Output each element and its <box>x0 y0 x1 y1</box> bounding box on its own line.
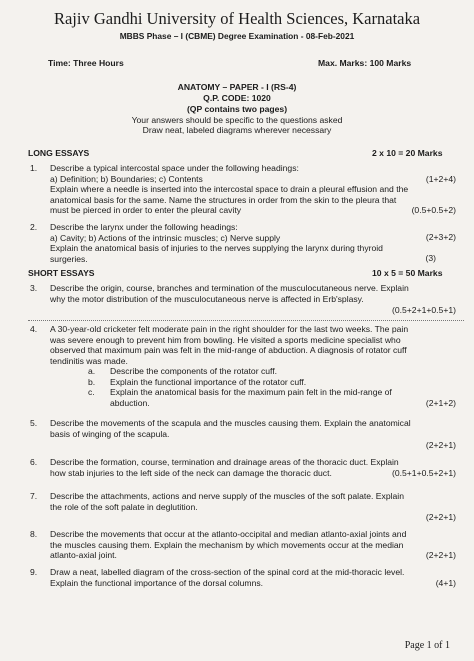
sub-question-label: c. <box>88 387 95 397</box>
paper-title: ANATOMY – PAPER - I (RS-4) <box>177 82 297 92</box>
time-label: Time: Three Hours <box>48 58 124 68</box>
question-line: was severe enough to prevent him from bowling. He visited a sports medicine specialist who <box>50 334 401 345</box>
question-text <box>50 283 409 304</box>
question-line: A 30-year-old cricketer felt moderate pain in the right shoulder for the last two weeks. The pain <box>50 324 409 334</box>
question-number: 3. <box>30 283 38 293</box>
question-marks: (0.5+0.5+2) <box>411 205 456 215</box>
question-line: Describe the movements that occur at the atlanto-occipital and median atlanto-axial joints and <box>50 529 407 539</box>
sub-question-label: a. <box>88 366 96 376</box>
question-line: the muscles causing them. Explain the mechanism by which movements occur at the median <box>50 539 404 550</box>
question-line: surgeries. <box>50 253 88 264</box>
question-line: atlanto-axial joint. <box>50 550 117 560</box>
question-marks: (4+1) <box>435 578 456 588</box>
question-number: 6. <box>30 457 38 467</box>
question-text <box>50 418 411 439</box>
question-number: 5. <box>30 418 38 428</box>
question-line: Describe the formation, course, termination and drainage areas of the thoracic duct. Explain <box>50 457 399 467</box>
long-essays-heading: LONG ESSAYS <box>28 148 90 158</box>
exam-line: MBBS Phase – I (CBME) Degree Examination - 08-Feb-2021 <box>119 31 355 41</box>
question-marks: (3) <box>425 253 436 263</box>
question-line: how stab injuries to the left side of the neck can damage the thoracic duct. <box>50 467 332 478</box>
question-marks: (2+2+1) <box>425 512 456 522</box>
question-line: tendinitis was made. <box>50 355 128 366</box>
question-line: Describe a typical intercostal space under the following headings: <box>50 163 299 173</box>
sub-question-text: abduction. <box>110 397 150 408</box>
question-line: anatomical basis for the same. Name the structures in order from the skin to the pleura that <box>50 194 397 205</box>
sub-question-text: Explain the functional importance of the rotator cuff. <box>110 376 307 387</box>
sub-question-labels <box>88 366 95 398</box>
question-line: Describe the larynx under the following headings: <box>50 222 238 232</box>
short-essays-marks: 10 x 5 = 50 Marks <box>372 268 443 278</box>
question-line: a) Cavity; b) Actions of the intrinsic muscles; c) Nerve supply <box>50 232 281 243</box>
question-number: 2. <box>30 222 38 232</box>
question-line: Draw a neat, labelled diagram of the cross-section of the spinal cord at the mid-thoracic level. <box>50 567 405 577</box>
question-line: Explain the functional importance of the dorsal columns. <box>50 577 264 588</box>
question-line: the role of the soft palate in deglutition. <box>50 501 198 512</box>
question-number: 8. <box>30 529 38 539</box>
question-text <box>50 324 408 366</box>
question-line: why the motor distribution of the musculocutaneous nerve is affected in Erb'splasy. <box>50 293 364 304</box>
question-line: a) Definition; b) Boundaries; c) Contents <box>50 173 203 184</box>
question-number: 7. <box>30 491 38 501</box>
question-line: observed that maximum pain was felt in the mid-range of abduction. A diagnosis of rotator cuff <box>50 345 407 355</box>
qp-code: Q.P. CODE: 1020 <box>203 93 271 103</box>
question-marks: (2+1+2) <box>425 398 456 408</box>
question-line: must be pierced in order to enter the pleural cavity <box>50 205 242 215</box>
question-text <box>50 491 404 512</box>
question-marks: (2+2+1) <box>425 550 456 560</box>
question-marks: (2+3+2) <box>425 232 456 242</box>
instruction-1: Your answers should be specific to the questions asked <box>131 115 343 125</box>
question-line: Describe the origin, course, branches and termination of the musculocutaneous nerve. Explain <box>50 283 409 293</box>
question-marks: (1+2+4) <box>425 174 456 184</box>
sub-question-text: Explain the anatomical basis for the maximum pain felt in the mid-range of <box>110 387 392 397</box>
sub-question-text: Describe the components of the rotator cuff. <box>110 366 278 376</box>
question-line: basis of winging of the scapula. <box>50 428 170 439</box>
question-text <box>50 567 404 588</box>
instruction-2: Draw neat, labeled diagrams wherever necessary <box>142 125 332 135</box>
question-line: Explain the anatomical basis of injuries to the nerves supplying the larynx during thyroid <box>50 243 383 253</box>
short-essays-heading: SHORT ESSAYS <box>28 268 95 278</box>
sub-question-texts <box>110 366 392 408</box>
dotted-divider <box>28 320 464 321</box>
question-line: Explain where a needle is inserted into the intercostal space to drain a pleural effusion and the <box>50 184 409 194</box>
sub-question-label: b. <box>88 376 96 387</box>
long-essays-marks: 2 x 10 = 20 Marks <box>372 148 443 158</box>
max-marks-label: Max. Marks: 100 Marks <box>318 58 412 68</box>
question-number: 4. <box>30 324 38 334</box>
question-number: 9. <box>30 567 38 577</box>
pages-note: (QP contains two pages) <box>186 104 288 114</box>
question-number: 1. <box>30 163 38 173</box>
university-title: Rajiv Gandhi University of Health Sciences, Karnataka <box>53 9 421 28</box>
question-line: Describe the movements of the scapula and the muscles causing them. Explain the anatomical <box>50 418 411 428</box>
question-text <box>50 163 408 216</box>
question-line: Describe the attachments, actions and nerve supply of the muscles of the soft palate. Explain <box>50 491 404 501</box>
question-text <box>50 457 399 478</box>
question-marks: (2+2+1) <box>425 440 456 450</box>
question-text <box>50 222 383 264</box>
question-marks: (0.5+2+1+0.5+1) <box>391 305 456 315</box>
question-marks: (0.5+1+0.5+2+1) <box>391 468 456 478</box>
page-number: Page 1 of 1 <box>404 640 450 651</box>
question-text <box>50 529 406 561</box>
